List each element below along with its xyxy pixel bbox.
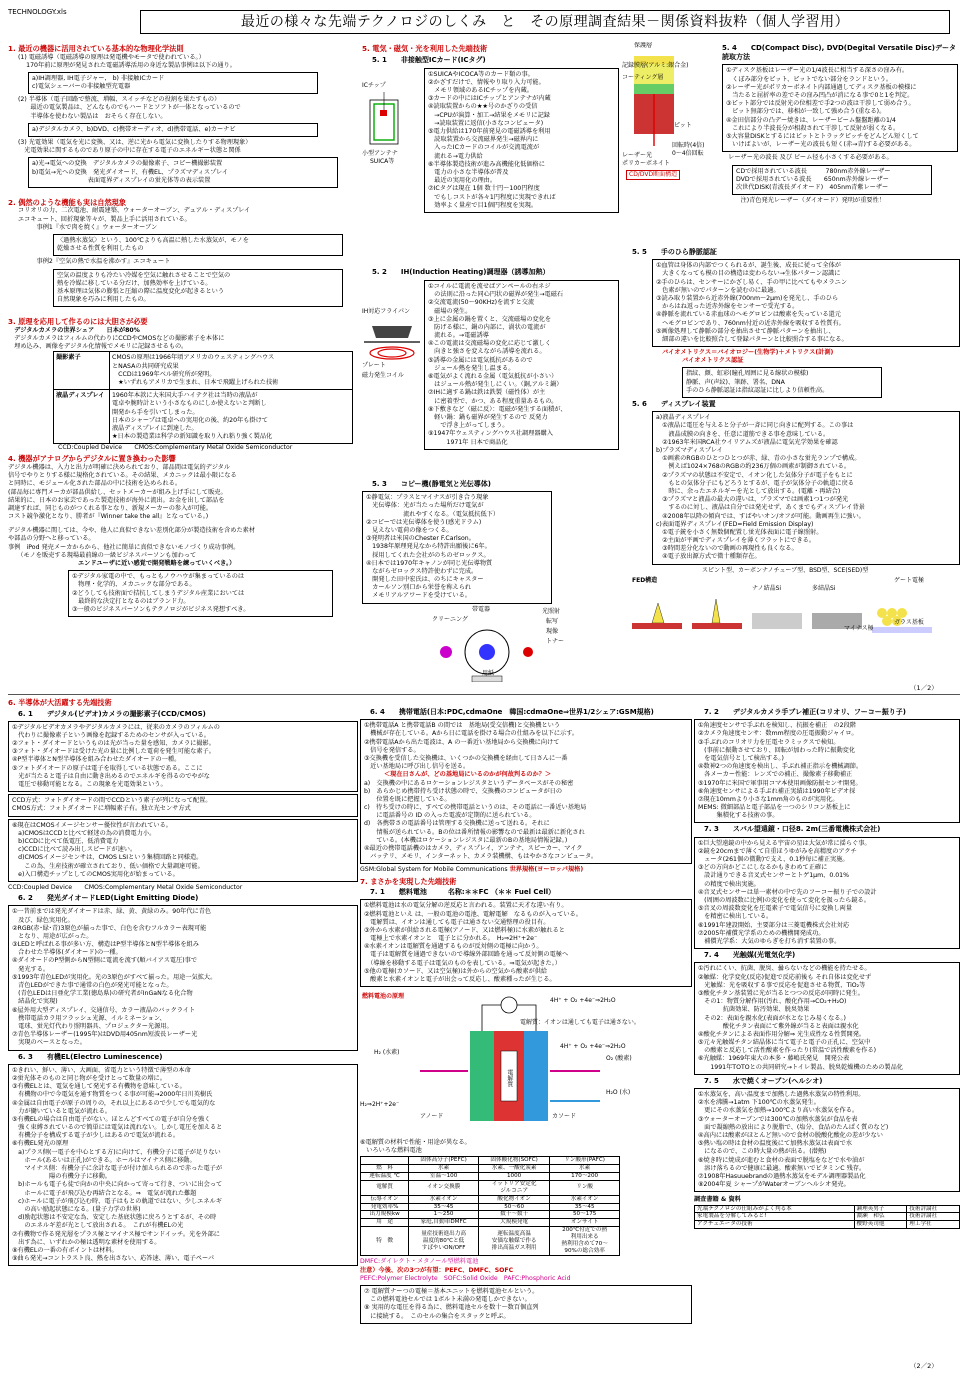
text-block: 注)青色発光レーザー（ダイオード）発明が重要性！: [722, 197, 885, 205]
subsection-heading: 7. 5 水で焼くオーブン(ヘルシオ): [704, 1076, 823, 1085]
table-header: 撮影素子: [56, 354, 81, 362]
fuel-cell-table-cell: 特 徴: [361, 1227, 409, 1256]
diagram-label: ナノ結晶Si: [752, 584, 782, 592]
fuel-cell-table-cell: 水素: [409, 1164, 479, 1172]
diagram-label: 小型アンテナ: [362, 149, 398, 157]
fuel-cell-table-cell: 出力規模kw: [361, 1211, 409, 1219]
subsection-heading: 6. 3 有機EL(Electro Luminescence): [18, 1052, 163, 1061]
diagram-label: 転写: [546, 617, 559, 625]
table-header: 液晶ディスプレイ: [56, 392, 105, 400]
text-block: デジタルカメラはフィルムの代わりにCCDやCMOSなどの撮影素子を本体に 埋め込み、画像をデジタル化情報でメモリに記録させるもの。: [14, 335, 225, 351]
explanation-box: ⑥現在はCMOSイメージセンサー優位性が言われている。 a)CMOSはCCDと比べて軽迷の為の消費電力小。 b)CCDに比べて低電圧、低消費電力 c)CCDに比べて読み出しスピードが速い。 d)CMOSイメージセンサは、CMOS LSIという集積回路と同様造。 この為、生産技術が確立されており、低い価格で大量調達可能。 e)入口構造チップとしてのCMOS実用化が始まっている。: [8, 819, 358, 882]
diagram-label: レーザー光: [622, 152, 653, 159]
fuel-cell-table-row: [361, 1164, 620, 1172]
explanation-box: ①コイルに電流を流せばアンペールの右ネジ の法則に沿った同心円状の磁界が発生→電磁石 ②交流電流(50～90KHz)を流すと交流 磁場の発生。 ③上に金属の鍋を置くと、交流磁場の変化を 防げる様に、鍋の内部に、渦状の電流が 流れる。→電磁誘導 ④この電流は交流磁場の変化に応じて激しく 向きと強さを変えながら誘導を流れる。 ⑤誘導の金属には電気抵抗があるので ジュール熱を発生し温まる。 ⑥電気がよく流れる金属（電気抵抗が小さい） はジュール熱が発生しにくい。（銅,アルミ鍋） ⑦IHに適する鍋は鉄は鉄製（磁性体）が主 に密着型で、かつ、ある程度重量あるもの。 ⑧下敷きなど（磁に反）：電磁が発生する面積が、 軽い鍋：鍋も磁界が発生するので 反発力 で浮き上がってしまう。 ⑨1947年ウェスティングハウス社調理器購入 1971年 日本で商品化: [424, 280, 619, 450]
fuel-cell-table-row: [361, 1172, 620, 1180]
references-table-cell: 理工学社: [907, 1221, 960, 1229]
references-title: 調査書籍 & 資料: [694, 1196, 741, 1204]
diagram-label: 4H⁺ + O₂ +4e⁻⇒2H₂O: [560, 1043, 626, 1051]
page-title: 最近の様々な先端テクノロジのしくみ と その原理調査結果－関係資料抜粋（個人学習用）: [140, 10, 950, 34]
fuel-cell-table-cell: 電解質: [361, 1180, 409, 1195]
references-table-cell: 家電製品を分解してみると!: [695, 1213, 855, 1221]
fuel-cell-table-cell: 200℃付近での熱 利用出来る 熱利用含めて70～ 90%の総合効率: [550, 1227, 620, 1256]
explanation-box: [360, 719, 692, 864]
text-block: デジタル機器は、入力と出力が明確に決められており、部品間は電気的デジタル 信号でやりとりする様に規格化されている。その結果、メカニックは最小限になる と同時に、モジュール化された部品の中に技術を込められる。 (部品毎に専門メーカが部品供給し、セットメーカーが組み上げ手にして販売。 結果的に、日本のお家芸であった製造技術が海外に流出。お金を出して部品を 調達すれば、同じものがつくれる事となり、新規メーカーの参入が可能。 コスト競争激化となり、勝者が『Winner take the all』となっている。): [8, 463, 237, 521]
page2-column1: [8, 696, 358, 1372]
references-table: [694, 1205, 960, 1230]
explanation-box: ①SUICAやICOCA等のカード類の事。 ②かざすだけで、情報やり取り入力可能。 メモリ領域のあるICチップを内蔵。 ③カードの中にはICチップとアンテナが内蔵 ④読取装置からの★★号のかざりの受信 →CPUが演算・加工→結果をメモリに記録 →読取装置に返信(小さなコンピュータ) ⑤電力供給は170年前発見の電磁誘導を利用 読取装置から交流磁界発生→磁界内に 入ったICカードのコイルが交流電流が 流れる→電力供給 ⑥半導体製造技術が進み高機能化低価格に 電力の小さな半導体が普及 最近の実用化の理由。 ⑦ICタグは現在 1個 数十円～100円程度 でもしコストが各々1円程度に実現できれば 効率よく量産で目1個円程度を実現。: [424, 68, 619, 213]
explanation-box: a)液晶ディスプレイ ①液晶に電圧を与えると分子が一斉に同じ向きに配列する。この事は 液晶成膜の向きを、任意に道筋できる事を意味している。 ②1963年米国RCA社ウイリアムズが液晶に電気光学効果を確認 b)プラズマディスプレイ ①画素のRGBのひとつひとつが赤、緑、青の小さな蛍光ランプで構成。 例えば1024×768のRGBの約236万個の画素が制御されている。 ②プラズマの状態は不安定で、イオン化した気体分子が電子をもとに もとの気体分子にもどろうとするが、電子が気体分子の軌道に戻る 時に、余ったエネルギーを光として放出する。(電離・再結合) ③プラズマと液晶の最大の違いは、プラズマでは画素1つ1つが発光 するのに対し、液晶は自分では発光せず、あくまでもディスプレイ背景 ④2008年以降の傾向では、すばやいオン/オフが可能。動画再生に強い。 c)表面電界ディスプレイ(FED=Field Emission Display) ①電子銃を小さく無数個配置し蛍光体表面に電子線照射。 ②主面が平画でディスプレイを薄くフラットにできる。 ③時間差分化ないので動画の再現性も良くなる。 ④電子放出源方式で微十種類存在。: [652, 411, 960, 564]
ih-area: [362, 278, 620, 478]
fuel-cell-area: [360, 989, 692, 1139]
text-block: (2) 半導体（電子回路で整流、増幅、スイッチなどの役割を果たすもの） 最近の電気製品は、どんなものでもハードとソフトが一体となっているので 半導体を使わない製品は おそらく存在しない。: [18, 96, 241, 120]
table-cell: CMOSの原理は1966年頃アメリカのウェスティングハウス とNASAの共同研究成果 CCDは1969年ベル研究所が発明。 ★いずれもアメリカで生まれ、日本で飛躍上げられた技術: [109, 352, 352, 389]
text-block: デジタルカメラの世界シェア 日本が80%: [8, 326, 140, 334]
text-block: コリオリの力、二次電池、耐震建築、ウォーターオーブン、デュアル・ディスプレイ エコキュート、回折現象等々が、製品上手に活用されている。 事例1『水で肉を焼く』ウォーターオーブン: [18, 207, 251, 231]
text-block: DMFC:ダイレクト・メタノール型燃料電池: [360, 1258, 479, 1266]
subsection-heading: 5. 3 コピー機(静電気と光伝導体): [372, 479, 491, 488]
fuel-cell-table-row: [361, 1219, 620, 1227]
question-heading: ＜現在日さんが、どの基地局にいるのかが何故判るのか？＞: [384, 771, 552, 779]
diagram-label: プレート: [362, 361, 386, 369]
fuel-cell-table-cell: 発電効率%: [361, 1203, 409, 1211]
section-heading: 7. まさかを実現した先端技術: [360, 876, 457, 886]
section-heading: 6. 半導体が大活躍する先端技術: [8, 698, 112, 707]
fuel-cell-table-cell: 1～250: [409, 1211, 479, 1219]
fuel-cell-table-cell: 50～60: [479, 1203, 550, 1211]
fuel-cell-table-cell: 50～175: [550, 1211, 620, 1219]
diagram-label: 光照射: [542, 607, 561, 615]
explanation-box: ①一昔前までは発光ダイオードは赤、緑、黄、黄緑のみ。90年代に青色 及び、緑色実用化。 ②RGB(赤･緑･青)3原色が揃った事で、白色を含むフルカラー表現可能 となり、用途が広がった。 ③LEDと呼ばれる事が多い方、構造はP型半導体とN型半導体を組み 合わせた半導体(ダイオード)の一種。 ④ダイオードのP型側からN型側に電流を流す(順バイアス電圧)事で 発光する。 ⑤1993年青色LEDが実用化。光の3原色がすべて揃った。用途一気拡大。 青色LEDができた事で通常の白色が発光可能となった。 (青色LEDは日亜化学工業(徳島県)の研究者がInGaNなる化合物 結晶化で実現) ⑥屋外用大型ディスプレイ、交通信号、カラー液晶のバックライト 携帯電話カラ用フラッシュ光源、イルミネーション、 電球、蛍光灯代わり照明器具、プロジェクター光源用。 ⑦青色半導体レーザー(1995年)はDVD用405nm短波長レーザー光 実現のベースとなった。: [8, 905, 358, 1050]
diagram-label: ICチップ: [362, 81, 386, 89]
subsection-heading: 5. 4 CD(Compact Disc), DVD(Degital Versatile Disc)データ読取方法: [722, 44, 957, 62]
table-cell: 1960年本款に大米国大手ハイテク社は当時の液晶が 電卓や腕時計という小さなものにしか使えないと判断し 開発から手を引いてしまった。 日本のシャープは電卓への実用化の後、約20年も掛けて 液晶ディスプレイに到達した。 ★日本の製造業は科学の新知識を取り入れ粘り強く製品化: [109, 390, 352, 443]
references-table-cell: 濃瀬 和弘: [854, 1213, 907, 1221]
references-table-cell: 技術評論社: [907, 1205, 960, 1213]
explanation-box: ⑦ 電解質ナーつの電極＝基本ユニットを燃料電池セルという。 この燃料電池セルでは 1ボルト未満の発電しかできない。 ⑧ 実用的な電圧を得る為に、燃料電池セルを数十～数百個直列 に接続する。 このセルの集合をスタックと呼ぶ。: [360, 1285, 692, 1324]
text-block: レーザー光の波長 及び ビーム径も小さくする必要がある。: [722, 154, 893, 162]
diagram-label: H₂ (水素): [374, 1049, 400, 1057]
text-block: バイオメトリクス認証: [682, 357, 744, 365]
explanation-box: ①きれい、鮮い、薄い、大画面、省電力という特徴で薄型の本命 ②蛍光体そのものと同じ物がを受けとって数量の増に。 ③有機ELとは、電気を通して発光する有機物を意味している。 有機物の中で今電気を通す物質をつくる事が可能→2000年日川英樹氏 ④金属は自由電子が原子の周りの，それ以上にあるので少しでも電気的な 力が働いていると電気が流れる。 ⑤有機ELの場合は自由電子がない。ほとんどすべての電子が自分を強く 強く束縛されているので簡単には電気は流れない。しかし電圧を加えると 有機分子を構成する電子が少しはあるので電気が流れる。 ⑥有機EL発光の原理 a)プラス側(一電子を中心とする方)に向けて、有機分子に電子が足りない ホール(あるいは正孔)ができる。ホールはマイナス側に移動。 マイナス側：有機分子に余計な電子が付け加えられるので赤った電子が 陽の有機分子に移動。 b)ホールも電子も徒で向かの中央に向かって寄って行き、ついに出会って ホールに電子が飛び込む再結合となる。⇒ 電気が流れた難題 c)ホールに電子が飛び込む時、電子はもとの軌道ではない、少しエネルギ の高い励起状態になる。(量子力学の世界) d)励起状態は不安定な為、安定した基底状態に戻ろうとするが、その時 のエネルギ差が光として放出される。 これが有機ELの光 ⑦有機物で作る発光層をプラス極とマイナス極でサンドイッチ。光を外部に 出す為に、いずれかの極は透明な素材を使用する。 ⑧有機ELの一番の有ポイントは材料。 ⑨曲ら発光→コントラスト良、熱を出さない、応答速、薄い、電子ペーパ: [8, 1064, 358, 1267]
diagram-label: 燃料電池の原理: [362, 993, 405, 1001]
text-block: エンドユーザに近い感覚で開発戦略を練っていくべき。）: [78, 560, 236, 567]
fuel-cell-table-cell: 用 途: [361, 1219, 409, 1227]
references-table-cell: 櫻野英司他: [854, 1221, 907, 1229]
example-box: 〈過熱水蒸気〉という、100℃よりも高温に熱した水蒸気が、モノを 乾燥させる性質を利用したもの: [53, 234, 343, 256]
fuel-cell-table-row: [361, 1211, 620, 1219]
subsection-heading: 5. 1 非接触型ICカード(ICタグ): [372, 55, 486, 64]
fuel-cell-table-cell: 伝導イオン: [361, 1195, 409, 1203]
diagram-label: カソード: [552, 1113, 577, 1121]
diagram-label: ピット: [674, 122, 692, 129]
fuel-cell-table-row: [361, 1180, 620, 1195]
fuel-cell-table-cell: 水素イオン: [409, 1195, 479, 1203]
fuel-cell-table-cell: 大規模発電: [479, 1219, 550, 1227]
text-block: 事例2『空気の熱で水温を沸かす』エコキュート: [18, 258, 171, 266]
diagram-label: 帯電器: [472, 605, 491, 613]
section-heading: 1. 最近の機器に活用されている基本的な物理化学法則: [8, 44, 184, 53]
example-box: a)IH調理器, IH電子ジャー, b) 非接触ICカード c)電気シェーバーの非接触型充電器: [28, 72, 318, 94]
explanation-box: ①デジタルビデオカメラやデジタルカメラには、従来のカメラのフィルムの 代わりに撮像素子という画像を起録するためのセンサが入っている。 ②フォト・ダイオードというものは光が当った量を感知、カメラに撮影。 ③フォト・ダイオードは受けた光の量に比例した電荷を発生可能な素子。 ④P型半導体とN型半導体を組み合わせたダイオードの一種。 ⑤フォトダイオードの原子は電子を取得している状態である。ここに 光が当たると電子は自由に動き出めるのでエネルギを得るのでやがな 電圧で移動可能となる。この現象を光電効果という。: [8, 721, 358, 793]
explanation-box: ①水蒸気を、高い温度まで加熱した過熱水蒸気の特性利用。 ②水を沸騰→1atm 下100℃の水蒸気発生。 更にその水蒸気を加熱→100℃より高い水蒸気を作る。 ③ウォーターオーブンでは300℃の加熱水蒸気が食品を表 面で凝縮熱の放出により脱脂で、(塩分、食品のたんぱく質のなど) ④高内には酸素がほとんど無いので食材の脱酸化酸化の差が少ない ⑤熱い塩の時は食材の温度後にて加熱水蒸気は表面で水 になるので、この時大量の熱が出る。(潜熱) ⑥焼き時に焼成が進むと食材の表面で脱塩をなどで水や油が 溶け落ちるので健康に最適。酸素無いでビタミンC 残存。 ⑦1908年Hasuuebrandの過熱水蒸気をモデル調理器製品化 ⑧2004年夏 シャープがWaterオーブンへルシオ発売。: [694, 1088, 960, 1192]
fuel-cell-table-cell: 家庭,自動車DMFC: [409, 1219, 479, 1227]
diagram-label: 保護層: [634, 42, 653, 49]
fed-area: [622, 567, 960, 637]
page-number: （2／2）: [910, 1362, 938, 1370]
diagram-label: ガラス基板: [894, 618, 924, 626]
references-table-row: [695, 1221, 960, 1229]
subsection-heading: 6. 4 携帯電話(日本:PDC,cdmaOne 韓国:cdmaOne⇒世界1/2シェア:GSM規格): [370, 708, 654, 716]
copier-area: [362, 606, 620, 682]
diagram-label: H₂O (水): [606, 1089, 631, 1097]
explanation-box: ①静電気：プラスとマイナスが引き合う現象 光伝導体：光が当たった場所だけ電気が 流れやすくなる。（電気抵抗低下） ②コピーでは光伝導体を使う(感光ドラム) 見えない電荷の像をつくる。 ③発明者は米国のChester F.Carlson。 1938年原理発見なから特許出願後に6年。 採用してくれた会社がのちのゼロックス。 ④日本では1970年キャノンが同じ光伝導物質 ながらゼロックス特許使わずに完成。 開発した田中宏氏は、のちにキャスター カールソン別口から栄誉を称えられ メモリアルアワードを受けている。: [362, 491, 552, 603]
section-heading: 4. 機器がアナログからデジタルに置き換わった影響: [8, 454, 176, 464]
references-table-cell: 技術評論社: [907, 1213, 960, 1221]
explanation-box: ①血管は身体の内部でつくられるが、誕生後、成長に従って全体が 大きくなっても模の目の構造は変わらない→生体パターン認識に ②手のひらは、センサーにかざし易く、手の甲に比べてもやメラニン 色素が無いのでパターンを読むのに最適。 ③読み取り装置から近赤外線(700nm～2μm)を発光し、手のひら からはね返った近赤外線をセンサーで受光する。 ④静脈を流れている赤血球のヘモグロビンは酸素を失っている還元 ヘモグロビンであり、760nm付近の近赤外線を吸収する性質有。 ⑤画像処理して静脈の部分を抽出させて静脈パターンを抽出し、 細部の違いを比較照合して登録パターンと比較照合する事になる。: [652, 259, 960, 347]
ic-card-area: [362, 66, 620, 266]
diagram-label: ゲート電極: [894, 576, 925, 584]
fuel-cell-table-cell: 酸化物イオン: [479, 1195, 550, 1203]
fuel-cell-table-cell: 水素: [550, 1164, 620, 1172]
diagram-label: O₂ (酸素): [606, 1055, 632, 1063]
diagram-label: 電解質: [505, 1069, 513, 1088]
diagram-label: IH対応フライパン: [362, 307, 410, 315]
references-table-row: [695, 1213, 960, 1221]
example-box: a)光→電気への変換 デジタルカメラの撮像素子、コピー機撮影装置 b)電気→光への変換 発光ダイオード、有機EL、プラズマディスプレイ 表面電界ディスプレイの蛍光体等の表示装置: [28, 157, 338, 188]
example-box: 空気の温度よりも冷たい冷媒を空気に触れさせることで空気の 熱を冷媒に移している分だけ、加熱効率を上げている。 基本原理は気体の膨張と圧縮の際に温度変化が起きるという 自然現象を巧みに利用したもの。: [53, 269, 343, 308]
diagram-label: ポリカーボネイト: [622, 160, 670, 167]
abbreviation-note: [360, 866, 692, 874]
fuel-cell-table-cell: 35～45: [409, 1203, 479, 1211]
diagram-label: コーティング層: [622, 74, 664, 81]
diagram-label: H₂⇒2H⁺+2e⁻: [360, 1101, 400, 1109]
text-block: ⑥電解質の材料で性能・用途が異なる。 いろいろな燃料電池: [360, 1139, 471, 1155]
fed-types-diagram: [632, 583, 942, 637]
section-heading: 5. 電気・磁気・光を利用した先端技術: [362, 44, 488, 53]
fuel-cell-table-cell: 35～45: [550, 1203, 620, 1211]
subsection-heading: 5. 2 IH(Induction Heating)調理器（誘導加熱）: [372, 267, 550, 276]
diagram-label: スピント型、カーボンナノチューブ型、BSD型、SCE(SED)型: [702, 566, 869, 574]
diagram-label: 用紙: [482, 669, 495, 677]
text-block: ①携帯電話A と携帯電話B の間では 基地局(受交信機)と交換機という 機械が存在している。Aから日に電話を掛ける場合の仕組みを以下に示す。 ②携帯電話Aから出た電波は、A の一番近い基地局から交換機に向けて 信号を発信する。 ③交換機を受信した交換機は、いくつかの交換機を経由して日さんに一番 近い基地局に呼び出し信号を送る。: [364, 722, 579, 771]
diagram-label: 現像: [546, 627, 559, 635]
diagram-label: 磁力発生コイル: [362, 371, 404, 379]
diagram-label: クリーニング: [432, 615, 468, 623]
fuel-cell-table-cell: リン酸形(PAFC): [550, 1156, 620, 1164]
diagram-label: マイナス極: [844, 624, 874, 632]
text-block: バイオメトリクス＝バイオロジー(生物学)＋メトリクス(計測): [662, 349, 834, 357]
example-box: a)デジタルカメラ、b)DVD、c)携帯オーディオ、d)携帯電話、e)カーナビ: [28, 123, 318, 137]
text-block: デジタル機器に関しては、今や、他人に真似できない差別化部分が製造技術を含めた素材 や部品の分野へと移っている。 事例 iPod 発売メーカからから、他社に簡単に真似できないモノづくり成功事例。 （モノを販売する現場最前線の一級ビジネスパーソンも加わって: [8, 527, 256, 559]
diagram-label: 多結晶Si: [812, 584, 836, 592]
page1-column3: [622, 42, 960, 682]
subsection-heading: 7. 1 燃料電池 名称:＊＊FC （＊＊ Fuel Cell）: [370, 888, 556, 897]
fuel-cell-table-cell: オンサイト: [550, 1219, 620, 1227]
explanation-box: ①汚れにくい、抗菌、脱臭、曇らないなどの機能を持たせる。 ②触媒：化学変化(反応)促進で反応前後も それ自体は変化せず 光触媒：光を吸収する事で反応を促進させる物質、TiO₂等 ③酸化チタン基装置に光が当るとつつの反応が同時に発生。 その1：物質分解作用(汚れ、酸化作用→CO₂+H₂O) 抗菌効果、防汚効果、脱臭効果 その2：表面を親水化(表面が水となじみ易くなる。) 酸化チタン表面にて紫外線が当ると表面は親水化 ④酸化チタンによる表面作用分解⇒ 光生成性なる性質開発。 ⑤元々光触媒チタン結晶体に当て電子と電子の正孔に、空気中 の酸素と反応して活性酸素を作ったり(常温で活性酸素を作る) ⑥光触媒：1969年東大の本多・藤嶋氏発見 開発公表 1991年TOTOとの共同研究→トイレ製品、脱臭乾燥機のための製品化: [694, 962, 960, 1074]
diagram-label: 記録膜層(アルミ:銀合金): [622, 62, 689, 69]
page-number: （1／2）: [910, 684, 938, 692]
explanation-box: ①巨大望遠鏡の中から見える宇宙の星は大気が常に揺らぐ事。 ②鏡を20cmまで薄くて自重ほうゆがみを高精度のアクチ ェータ(261個の微動)で支え、0.1秒毎に補正実施。 ③どの方向かどこにしなるかもきわめて正確に 設計通りできる音叉式センサーとトゲ1μm、0.01% の精度で検出実施。 ④音叉式センサーは単一素材の中で先のフーコー振り子での設計 (周囲の周波数に比例)の変化を使って変化を扱ったら鏡る。 ⑤音叉の周波数変化を圧電素子で電気信号に変換し両量 を精密に検出している。 ⑥1991年建設開始、主要部分は三菱電機株式会社対応 ⑦2005年補償光学系のための機構開発成功。 補償光学系：大気のゆらぎを打ち消す装置の事。: [694, 837, 960, 949]
fuel-cell-table-cell: リン酸: [550, 1180, 620, 1195]
cd-text: [722, 42, 958, 205]
fuel-cell-table-cell: 水素、一酸化炭素: [479, 1164, 550, 1172]
summary-box: ①デジタル家電の中で、もっともノウハウが集まっているのは 物理・化学的、メカニックな部分である。 ②どうしても技術面で拮抗してしまうデジタル産業においては 最終的な決定打となるのはブランド力。 ③一般のビジネスパーソンもテクノロジがビジネス発想すべき。: [68, 570, 333, 617]
diagram-label: 0～4倍回転: [672, 150, 704, 157]
fuel-cell-table-cell: 固体高分子(PEFC): [409, 1156, 479, 1164]
fuel-cell-table-cell: 燃 料: [361, 1164, 409, 1172]
diagram-label: 回転時(4倍): [672, 142, 705, 149]
file-name: TECHNOLOGY.xls: [8, 8, 67, 16]
fuel-cell-table-cell: 1000: [479, 1172, 550, 1180]
fuel-cell-table-cell: イオン交換膜: [409, 1180, 479, 1195]
page-divider: [8, 694, 960, 695]
diagram-label: アノード: [420, 1113, 444, 1121]
section-heading: 3. 原理を応用して作るのには大胆さが必要: [8, 317, 148, 327]
subsection-heading: 5. 6 ディスプレイ装置: [632, 400, 716, 409]
subsection-heading: 7. 3 スバル望遠鏡・口径8. 2m(三番電機株式会社): [704, 825, 881, 834]
fuel-cell-table-row: [361, 1227, 620, 1256]
fuel-cell-table-cell: 室温～100: [409, 1172, 479, 1180]
cd-area: [622, 42, 960, 205]
fuel-cell-table-row: [361, 1195, 620, 1203]
origin-table: [53, 390, 353, 444]
diagram-label: FED構造: [632, 576, 658, 584]
page2-column3: [694, 696, 960, 1372]
wavelength-box: CDで採用されている波長 780nm赤外線レーザー DVDで採用されている波長 650nm赤外線レーザー 次世代DISK(青波長ダイオード) 405nm青紫レーザー: [732, 165, 932, 196]
biometrics-box: 指紋、顔、虹彩(瞳孔周囲に見る線状の模様) 静脈、声(声紋)、筆跡、署名、DNA 手のひら静脈認証は指紋認証に比しより信頼性高。: [682, 367, 882, 398]
abbreviation-note: CCD:Coupled Device CMOS:Complementary Metal Oxide Semiconductor: [58, 444, 293, 452]
diagram-label: 4H⁺ + O₂ +4e⁻⇒2H₂O: [550, 997, 616, 1005]
explanation-box: CCD方式：フォトダイオードの間でCCDという素子が列になって配置。 CMOS方式：フォトダイオードに増幅素子有。独立光センサ方式: [8, 794, 358, 816]
page1-column2: [362, 42, 620, 682]
subsection-heading: 7. 2 デジタルカメラ手ブレ補正(コリオリ、フーコー振り子): [704, 708, 906, 716]
diagram-label: トナー: [546, 637, 565, 645]
subsection-heading: 5. 5 手のひら静脈認証: [632, 248, 717, 256]
diagram-label: 電解質：イオンは通しても電子は通さない。: [520, 1019, 640, 1027]
fuel-cell-table: [360, 1156, 620, 1257]
fuel-cell-table-cell: 固体酸化物(SOFC): [479, 1156, 550, 1164]
fuel-cell-table-row: [361, 1156, 620, 1164]
diagram-label: SUICA等: [370, 157, 395, 165]
explanation-box: ①角速度センサで手ぶれを検知し、抗振を補正 の2段階 ②カメラ角速度センサ：数mm程度の圧電振動ジャイロ。 ③手ぶれのコリオリ力を圧電セラミックスで検知。 (事前に振動させており、回転が加わった時に振動変化 を電気信号として検出する。) ④数神2つの角速度を検出し、手ぶれ補正指示を機械調節。 各メーカー性能：レンズでの補正、撮像素子移動補正 ⑤1970年に米国で軍事用コマ本使用画像防振センサ開発。 ⑥角速度センサによる手ぶれ補正実績は1990年ビデオ採 ⑦現在10mmより小さな1mm角のものが実用化。 MEMS: 微細部品と電子部品を一つのシリコン基板上に 集積化する技術の事。: [694, 719, 960, 823]
diagram-label: CD/DVD断面構造: [626, 170, 680, 180]
references-table-row: [695, 1205, 960, 1213]
fuel-cell-table-cell: 運転温度高温 安価な触媒で作る 排出高温ガス利用: [479, 1227, 550, 1256]
references-table-cell: 先端テクノロジの仕組みがよく判る本: [695, 1205, 855, 1213]
fuel-cell-table-cell: 数十～数千: [479, 1211, 550, 1219]
section-heading: 2. 偶然のような機能も実は自然現象: [8, 197, 127, 207]
text-block: 注意）今後、次の3つが有望：PEFC、DMFC、SOFC: [360, 1266, 514, 1274]
text-block: a) 交換機の中にあるロケーションレジスタというデータベースがその秘密 b) あらかじめ携帯持ち受け状態の時で、交換機のコンピュータが日の 位置を既に把握している。 c) 待ち受けの時に、すべての携帯電話というのは、その電話に一番近い基地局 に電話番号の ID の入った電波が定期的に送られている。 d) 各携帯さの電話番号は管理する交換機に送って送れる。それに 情報が送られている。Bの位は番所情報の影響なので最新は最新に新化され ている。(本機はロケーションレジスタに最新のBの基地局情報記録。) ④最近の携帯電話機のはカメラ、ディスプレイ、アンテナ、スピーカー、マイク バッテリ、メモリ、インターネット、カメラ装機構、もはやかさなコンピュータ。: [364, 779, 598, 861]
fuel-cell-table-cell: イットリア安定化 ジルコニア: [479, 1180, 550, 1195]
references-table-cell: アクチェエータの技術: [695, 1221, 855, 1229]
text-block: (1) 電磁誘導（電磁誘導の原理は発電機やモータで使われている。） 170年前に原理が発見された電磁誘導活用の身近な製品事例は以下の通り。: [18, 53, 236, 69]
fuel-cell-table-cell: 170～200: [550, 1172, 620, 1180]
text-block: (3) 光電効果（電気を光に変換、又は、逆に光から電気に変換したりする物理現象） 光電効果に関するものであり原子の中に存在する電子のエネルギー状態と関係: [18, 139, 252, 155]
origin-table: [53, 351, 353, 390]
subsection-heading: 6. 1 デジタル(ビデオ)カメラの撮影素子(CCD/CMOS): [18, 709, 206, 718]
abbreviation-note: CCD:Coupled Device CMOS:Complementary Metal Oxide Semiconductor: [8, 883, 243, 891]
explanation-box: ①燃料電池は水の電気分解の逆反応と言われる。装置に天才な違い有り。 ②燃料電池といえ は、一般の電池の電池、電解電解 なるものが入っている。 電解質は、イオンは通しても電子は通さない交通整理の役目有。 ③外から水素が供給される電極(アノード、又は燃料極)に水素が触れると 電極上で水素イオンと 電子とに分かれる。 H₂⇒2H⁺+2e⁻ ④水素イオンは電解質を通過するものが反対側の電極に向かう。 電子は電解質を通過できないので導線外部回路を通って反対側の電極へ （導線を移動する電子は電気のものを表している。⇒電気が起きた。） ⑤他の電極(カソード、又は空気極)は外からの空気から酸素が供給 酸素と水素イオンと電子が出会って反応し、酸素種ったが生じる。: [360, 899, 692, 987]
gsm-standard-note: 世界規格(ヨーロッパ規格): [509, 866, 584, 874]
fuel-cell-table-cell: 運転温度 ℃: [361, 1172, 409, 1180]
text-block: PEFC:Polymer Electrolyte SOFC:Solid Oxide PAFC:Phosphoric Acid: [360, 1274, 571, 1282]
explanation-box: ①ディスク基板はレーザー光の1/4波長に相当する深さの窪み有。 くぼみ部分をピット、ピットでない部分をランドという。 ②レーザー光がポリカーボネイト内部通過してディスク基板の模様に 当たると屈折率の差でその窪み凹凸が消になる事で0と1を判定。 ③ピット部分では反射光の位相差で手2つの波は干渉して弱め合う。 ピット無部分では、移相が一致して強め合う(重なる)。 ④金田信部分の凸デー焼きは、レーザービーム盤盤距離の1/4 これにより半波長分が相殺されて干渉して反射が弱くなる。 ⑤大容量DISKとするにはピットとトラックピッチをどんどん短くして いけばよいが、レーザー光の波長も短く(赤→青)する必要がある。: [722, 64, 958, 152]
gsm-note: GSM:Global System for Mobile Communications: [360, 866, 508, 874]
page2-column2: [360, 696, 692, 1372]
subsection-heading: 6. 2 発光ダイオードLED(Light Emitting Diode): [18, 894, 199, 903]
page1-column1: [8, 42, 360, 682]
references-table-cell: 瀬理英男子: [854, 1205, 907, 1213]
fuel-cell-table-cell: 水素イオン: [550, 1195, 620, 1203]
fuel-cell-table-row: [361, 1203, 620, 1211]
subsection-heading: 7. 4 光触媒(光電気化学): [704, 951, 796, 960]
fuel-cell-table-cell: [361, 1156, 409, 1164]
fuel-cell-table-cell: 量産技術進出力高 温度的80℃と低 すばやいON/OFF: [409, 1227, 479, 1256]
